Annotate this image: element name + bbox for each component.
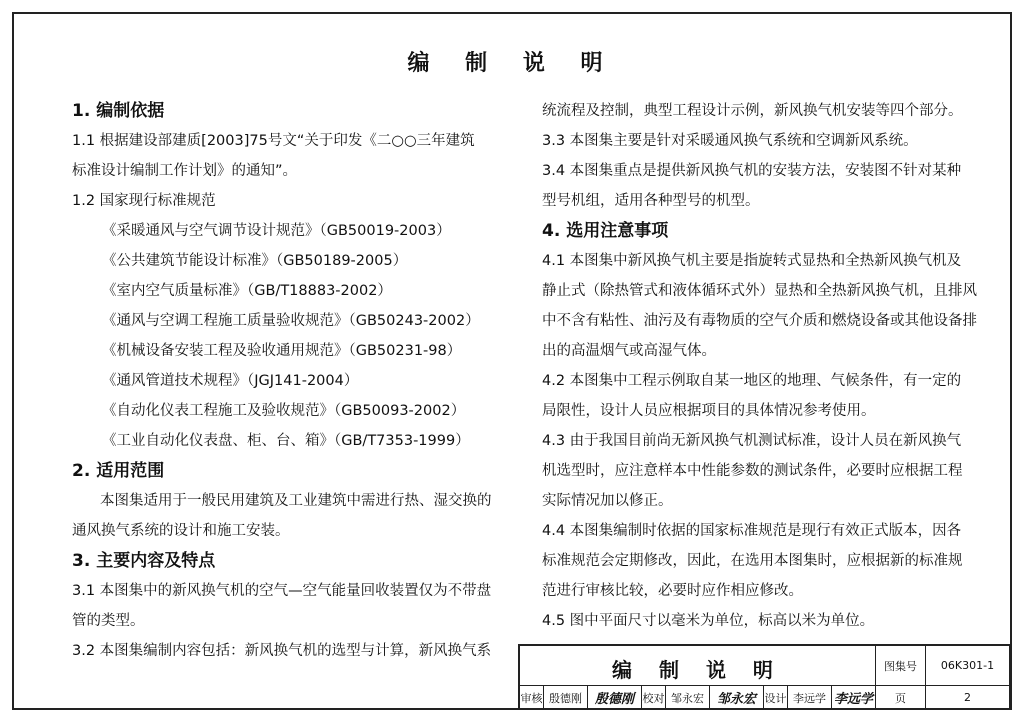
atlas-number: 06K301-1 [926, 646, 1010, 686]
text-line: 局限性，设计人员应根据项目的具体情况参考使用。 [542, 403, 876, 419]
design-name: 李远学 [788, 686, 832, 710]
text-line: 《公共建筑节能设计标准》（GB50189-2005） [102, 253, 408, 269]
text-line: 3.1 本图集中的新风换气机的空气—空气能量回收装置仅为不带盘 [72, 583, 492, 599]
text-line: 中不含有粘性、油污及有毒物质的空气介质和燃烧设备或其他设备排 [542, 313, 977, 329]
text-line: 《室内空气质量标准》（GB/T18883-2002） [102, 283, 392, 299]
text-line: 《采暖通风与空气调节设计规范》（GB50019-2003） [102, 223, 451, 239]
section-heading: 1. 编制依据 [72, 101, 165, 121]
text-line: 4.3 由于我国目前尚无新风换气机测试标准，设计人员在新风换气 [542, 433, 962, 449]
atlas-number-label: 图集号 [876, 646, 926, 686]
section-heading: 2. 适用范围 [72, 461, 165, 481]
page-label: 页 [876, 686, 926, 710]
text-line: 4.4 本图集编制时依据的国家标准规范是现行有效正式版本，因各 [542, 523, 962, 539]
section-heading: 4. 选用注意事项 [542, 221, 669, 241]
review-label: 审核 [520, 686, 544, 710]
title-block-title: 编 制 说 明 [612, 658, 783, 682]
left-column [72, 96, 492, 666]
check-signature: 邹永宏 [710, 686, 764, 710]
text-line: 1.2 国家现行标准规范 [72, 193, 216, 209]
text-line: 《工业自动化仪表盘、柜、台、箱》（GB/T7353-1999） [102, 433, 470, 449]
text-line: 1.1 根据建设部建质[2003]75号文“关于印发《二○○三年建筑 [72, 133, 475, 149]
text-line: 《自动化仪表工程施工及验收规范》（GB50093-2002） [102, 403, 466, 419]
title-block [518, 644, 1010, 710]
check-label: 校对 [642, 686, 666, 710]
text-line: 3.2 本图集编制内容包括：新风换气机的选型与计算，新风换气系 [72, 643, 492, 659]
title-block-title-area [520, 646, 876, 686]
page-title: 编 制 说 明 [407, 51, 617, 76]
text-line: 范进行审核比较，必要时应作相应修改。 [542, 583, 803, 599]
text-line: 管的类型。 [72, 613, 145, 629]
text-line: 出的高温烟气或高湿气体。 [542, 343, 716, 359]
text-line: 《机械设备安装工程及验收通用规范》（GB50231-98） [102, 343, 462, 359]
text-line: 静止式（除热管式和液体循环式外）显热和全热新风换气机，且排风 [542, 283, 977, 299]
check-name: 邹永宏 [666, 686, 710, 710]
text-line: 《通风与空调工程施工质量验收规范》（GB50243-2002） [102, 313, 480, 329]
section-heading: 3. 主要内容及特点 [72, 551, 216, 571]
page-number: 2 [926, 686, 1010, 710]
text-line: 4.1 本图集中新风换气机主要是指旋转式显热和全热新风换气机及 [542, 253, 962, 269]
design-label: 设计 [764, 686, 788, 710]
text-line: 3.4 本图集重点是提供新风换气机的安装方法，安装图不针对某种 [542, 163, 962, 179]
text-line: 型号机组，适用各种型号的机型。 [542, 193, 760, 209]
text-line: 本图集适用于一般民用建筑及工业建筑中需进行热、湿交换的 [100, 493, 492, 509]
text-line: 标准规范会定期修改，因此，在选用本图集时，应根据新的标准规 [542, 553, 963, 569]
text-line: 《通风管道技术规程》（JGJ141-2004） [102, 373, 359, 389]
right-column [542, 96, 977, 636]
review-name: 殷德刚 [544, 686, 588, 710]
text-line: 3.3 本图集主要是针对采暖通风换气系统和空调新风系统。 [542, 133, 918, 149]
text-line: 标准设计编制工作计划》的通知”。 [72, 163, 298, 179]
review-signature: 殷德刚 [588, 686, 642, 710]
text-line: 4.5 图中平面尺寸以毫米为单位，标高以米为单位。 [542, 613, 875, 629]
text-line: 统流程及控制，典型工程设计示例，新风换气机安装等四个部分。 [542, 103, 963, 119]
text-line: 4.2 本图集中工程示例取自某一地区的地理、气候条件，有一定的 [542, 373, 962, 389]
design-signature: 李远学 [832, 686, 876, 710]
text-line: 机选型时，应注意样本中性能参数的测试条件，必要时应根据工程 [542, 463, 963, 479]
text-line: 实际情况加以修正。 [542, 493, 673, 509]
text-line: 通风换气系统的设计和施工安装。 [72, 523, 290, 539]
